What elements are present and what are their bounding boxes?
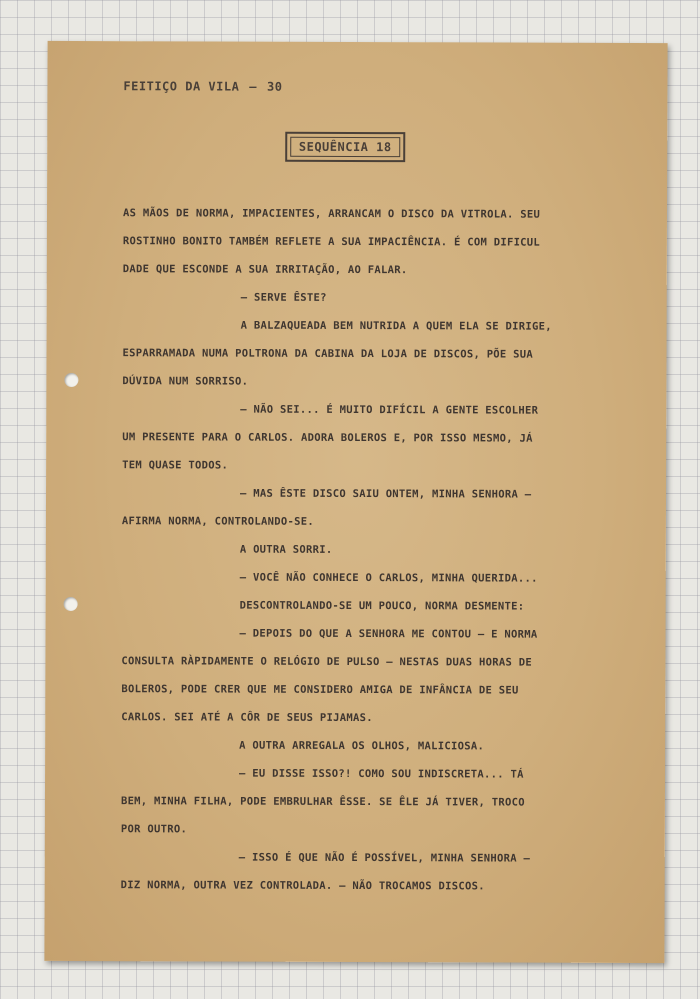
script-line: TEM QUASE TODOS. <box>122 459 229 472</box>
script-line: A OUTRA SORRI. <box>239 543 333 556</box>
script-line: DIZ NORMA, OUTRA VEZ CONTROLADA. — NÃO TROCAMOS DISCOS. <box>120 879 485 893</box>
script-line: DADE QUE ESCONDE A SUA IRRITAÇÃO, AO FALAR. <box>122 263 408 277</box>
script-line: — MAS ÊSTE DISCO SAIU ONTEM, MINHA SENHORA — <box>240 487 532 501</box>
script-line: AFIRMA NORMA, CONTROLANDO-SE. <box>121 515 314 528</box>
script-line: ROSTINHO BONITO TAMBÉM REFLETE A SUA IMPACIÊNCIA. É COM DIFICUL <box>122 235 541 249</box>
script-line: AS MÃOS DE NORMA, IMPACIENTES, ARRANCAM O DISCO DA VITROLA. SEU <box>122 207 541 221</box>
punch-hole <box>64 373 78 387</box>
script-line: — VOCÊ NÃO CONHECE O CARLOS, MINHA QUERIDA... <box>239 571 538 585</box>
script-line: BOLEROS, PODE CRER QUE ME CONSIDERO AMIGA DE INFÂNCIA DE SEU <box>121 683 519 697</box>
script-line: BEM, MINHA FILHA, PODE EMBRULHAR ÊSSE. SE ÊLE JÁ TIVER, TROCO <box>120 795 525 809</box>
document-page <box>44 41 667 963</box>
sequence-heading: SEQUÊNCIA 18 <box>290 137 400 157</box>
script-line: UM PRESENTE PARA O CARLOS. ADORA BOLEROS E, POR ISSO MESMO, JÁ <box>122 431 533 445</box>
punch-hole <box>64 597 78 611</box>
script-line: A OUTRA ARREGALA OS OLHOS, MALICIOSA. <box>239 739 485 753</box>
page-header <box>123 79 282 94</box>
script-line: — SERVE ÊSTE? <box>240 291 327 304</box>
script-line: DESCONTROLANDO-SE UM POUCO, NORMA DESMENTE: <box>239 599 525 613</box>
script-line: POR OUTRO. <box>120 823 188 836</box>
script-line: — ISSO É QUE NÃO É POSSÍVEL, MINHA SENHORA — <box>238 851 531 865</box>
script-title: FEITIÇO DA VILA <box>123 79 240 94</box>
script-line: A BALZAQUEADA BEM NUTRIDA A QUEM ELA SE DIRIGE, <box>240 319 552 333</box>
script-line: — NÃO SEI... É MUITO DIFÍCIL A GENTE ESCOLHER <box>240 403 539 417</box>
script-line: — DEPOIS DO QUE A SENHORA ME CONTOU — E NORMA <box>239 627 538 641</box>
sequence-heading-box <box>285 132 405 162</box>
script-line: DÚVIDA NUM SORRISO. <box>122 375 249 388</box>
page-number: 30 <box>267 79 283 94</box>
script-line: CARLOS. SEI ATÉ A CÔR DE SEUS PIJAMAS. <box>121 711 373 725</box>
script-line: ESPARRAMADA NUMA POLTRONA DA CABINA DA LOJA DE DISCOS, PÕE SUA <box>122 347 534 361</box>
script-line: CONSULTA RÀPIDAMENTE O RELÓGIO DE PULSO — NESTAS DUAS HORAS DE <box>121 655 533 669</box>
script-line: — EU DISSE ISSO?! COMO SOU INDISCRETA... TÁ <box>239 767 524 781</box>
header-separator: — <box>249 79 258 94</box>
script-body <box>121 199 623 901</box>
